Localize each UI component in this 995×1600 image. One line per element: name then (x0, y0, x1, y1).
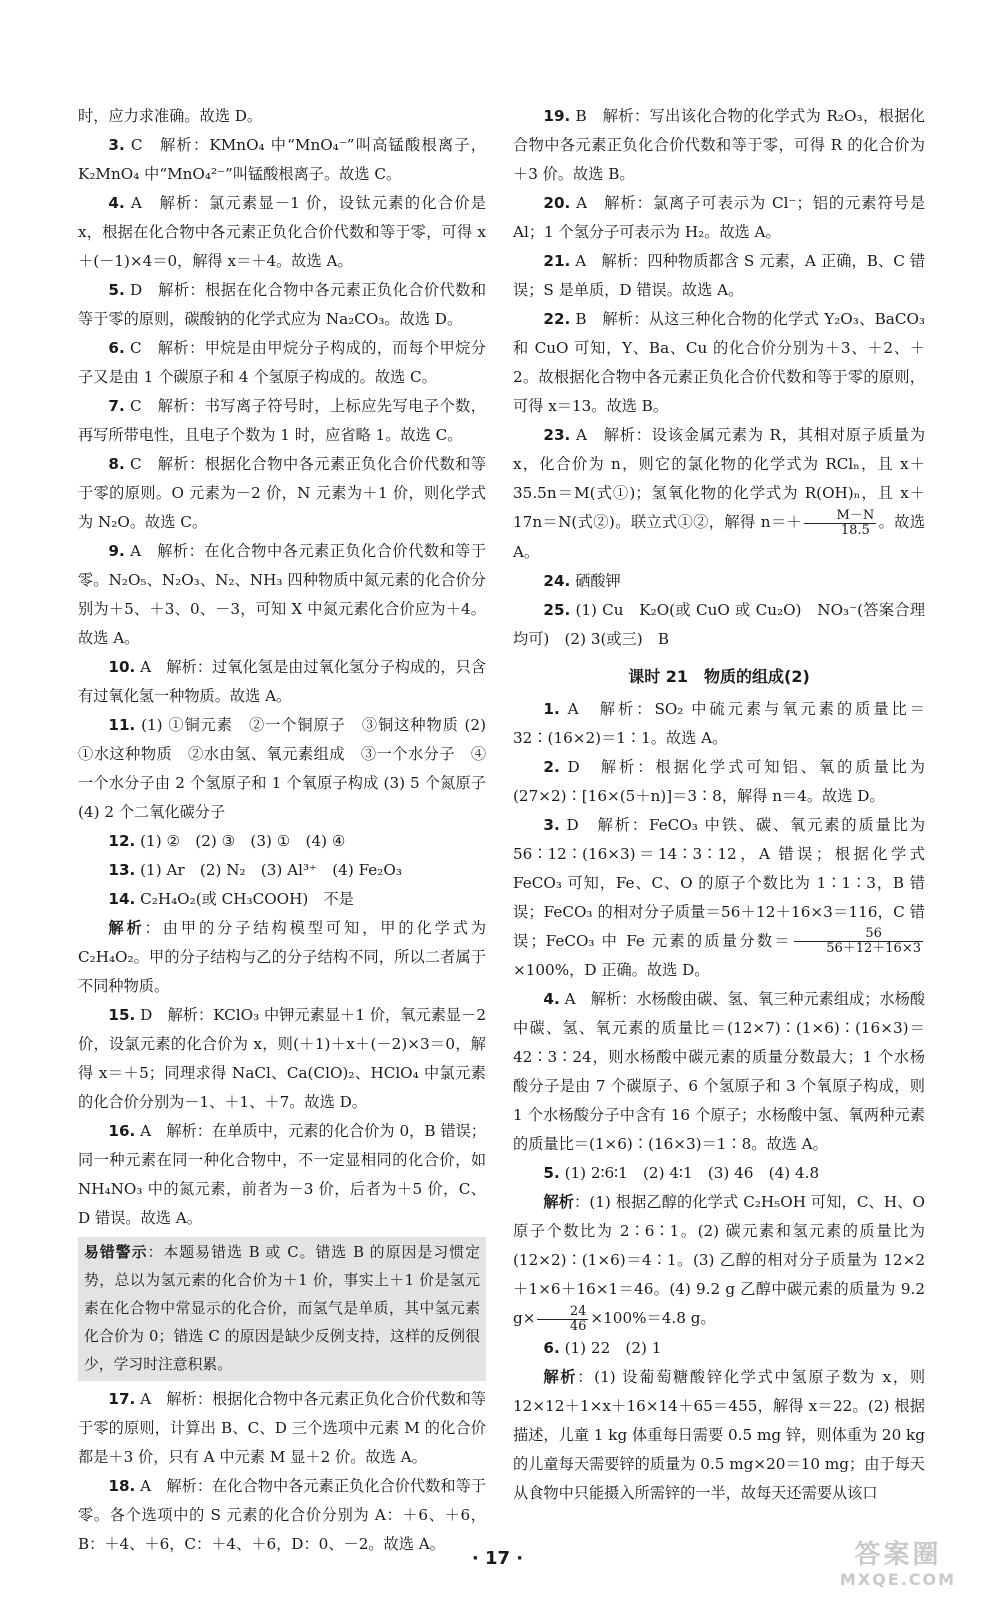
answer-text: A 解析：在化合物中各元素正负化合价代数和等于零。N₂O₅、N₂O₃、N₂、NH₃ 四种物质中氮元素的化合价分别为＋5、＋3、0、－3，可知 X 中氮元素化合价应为＋4。故选 A。 (78, 542, 487, 647)
answer-item (513, 305, 925, 421)
analysis-label: 易错警示 (84, 1244, 148, 1261)
answer-number: 13. (108, 861, 136, 879)
answer-text: A 解析：根据化合物中各元素正负化合价代数和等于零的原则，计算出 B、C、D 三个选项中元素 M 的化合价都是＋3 价，只有 A 中元素 M 显＋2 价。故选 A。 (78, 1390, 487, 1466)
fraction (537, 1305, 588, 1334)
answer-item (513, 1334, 925, 1363)
answer-number: 9. (108, 542, 125, 560)
answer-text: D 解析：根据在化合物中各元素正负化合价代数和等于零的原则，碳酸钠的化学式应为 Na₂CO₃。故选 D。 (78, 281, 487, 328)
answer-item (78, 450, 486, 537)
answer-item (513, 567, 925, 596)
answer-text: D 解析：根据化学式可知铝、氧的质量比为(27×2)∶[16×(5＋n)]＝3∶8，解得 n＝4。故选 D。 (513, 757, 925, 805)
answer-number: 17. (108, 1390, 136, 1408)
answer-number: 3. (108, 136, 125, 154)
analysis-label: 解析 (543, 1367, 578, 1386)
answer-number: 8. (108, 455, 125, 473)
answer-number: 18. (108, 1477, 136, 1495)
answer-text: C 解析：KMnO₄ 中“MnO₄⁻”叫高锰酸根离子，K₂MnO₄ 中“MnO₄²⁻”叫锰酸根离子。故选 C。 (78, 136, 486, 183)
fraction (794, 927, 923, 956)
answer-number: 21. (543, 252, 571, 270)
answer-text: C 解析：书写离子符号时，上标应先写电子个数，再写所带电性，且电子个数为 1 时，应省略 1。故选 C。 (78, 397, 486, 444)
answer-text: 硒酸钾 (575, 571, 621, 590)
answer-item (78, 334, 486, 392)
fraction-numerator: 56 (794, 927, 923, 942)
answer-number: 4. (108, 194, 125, 212)
answer-text: (1) 22 (2) 1 (564, 1338, 662, 1357)
answer-text: C₂H₄O₂(或 CH₃COOH) 不是 (140, 890, 354, 908)
answer-text: ：(1) 根据乙醇的化学式 C₂H₅OH 可知，C、H、O 原子个数比为 2∶6∶1。(2) 碳元素和氢元素的质量比为(12×2)∶(1×6)＝4∶1。(3) 乙醇的相对分子质量为 12×2＋1×6＋16×1＝46。(4) 9.2 g 乙醇中碳元素的质量为 9.2 g× (513, 1193, 925, 1327)
answer-item (78, 1472, 486, 1559)
answer-number: 5. (108, 281, 125, 299)
answer-number: 12. (108, 832, 136, 850)
answer-item (78, 1001, 486, 1117)
answer-item (78, 711, 502, 827)
answer-item (513, 189, 925, 247)
answer-text: B 解析：从这三种化合物的化学式 Y₂O₃、BaCO₃ 和 CuO 可知，Y、Ba、Cu 的化合价分别为＋3、＋2、＋2。故根据化合物中各元素正负化合价代数和等于零的原则，可得 x＝13。故选 B。 (513, 310, 925, 415)
section-answers-a (513, 695, 925, 811)
answer-number: 19. (543, 107, 571, 125)
left-column (78, 102, 502, 1559)
right-column (513, 102, 925, 1508)
answer-text: A 解析：在化合物中各元素正负化合价代数和等于零。各个选项中的 S 元素的化合价分别为 A：＋6、＋6，B：＋4、＋6，C：＋4、＋6，D：0、－2。故选 A。 (78, 1477, 487, 1553)
answer-item (78, 914, 486, 1001)
answer-item (513, 102, 925, 189)
answer-item (513, 247, 925, 305)
answer-text: C 解析：甲烷是由甲烷分子构成的，而每个甲烷分子又是由 1 个碳原子和 4 个氢原子构成的。故选 C。 (78, 339, 486, 386)
answer-number: 16. (108, 1122, 136, 1140)
answer-item (78, 885, 486, 914)
answer-text: (1) ② (2) ③ (3) ① (4) ④ (140, 832, 346, 850)
answer-text: D 解析：KClO₃ 中钾元素显＋1 价，氧元素显－2 价，设氯元素的化合价为 x，则(＋1)＋x＋(－2)×3＝0，解得 x＝＋5；同理求得 NaCl、Ca(ClO)₂、HClO₄ 中氯元素的化合价分别为－1、＋1、＋7。故选 D。 (78, 1006, 486, 1111)
answer-text: ×100%，D 正确。故选 D。 (513, 961, 710, 979)
answer-number: 3. (543, 815, 560, 834)
answer-number: 10. (108, 658, 136, 676)
answer-text: A 解析：氯离子可表示为 Cl⁻；铝的元素符号是 Al；1 个氢分子可表示为 H₂。故选 A。 (513, 194, 926, 241)
fraction-denominator: 56＋12＋16×3 (826, 941, 921, 956)
watermark-url: MXQE.COM (839, 1570, 957, 1589)
answer-item (513, 811, 925, 986)
answer-text: D 解析：FeCO₃ 中铁、碳、氧元素的质量比为 56∶12∶(16×3)＝14∶3∶12，A 错误；根据化学式 FeCO₃ 可知，Fe、C、O 的原子个数比为 1∶1∶3，B 错误；FeCO₃ 的相对分子质量＝56＋12＋16×3＝116，C 错误；FeCO₃ 中 Fe 元素的质量分数＝ (513, 815, 926, 950)
answer-text: A 解析：四种物质都含 S 元素，A 正确，B、C 错误；S 是单质，D 错误。故选 A。 (513, 252, 926, 299)
answer-text: ×100%＝4.8 g。 (590, 1309, 716, 1327)
answer-text: 。故选 A。 (513, 513, 926, 561)
answer-text: A 解析：过氧化氢是由过氧化氢分子构成的，只含有过氧化氢一种物质。故选 A。 (78, 658, 487, 705)
answer-text: A 解析：SO₂ 中硫元素与氧元素的质量比＝32∶(16×2)＝1∶1。故选 A。 (513, 699, 925, 747)
answer-item (78, 1385, 486, 1472)
answer-item (78, 102, 486, 131)
answer-text: B 解析：写出该化合物的化学式为 R₂O₃，根据化合物中各元素正负化合价代数和等于零，可得 R 的化合价为＋3 价。故选 B。 (513, 107, 925, 183)
answer-item (78, 392, 486, 450)
answer-text: ：由甲的分子结构模型可知，甲的化学式为 C₂H₄O₂。甲的分子结构与乙的分子结构不同，所以二者属于不同种物质。 (78, 919, 487, 995)
answer-number: 2. (543, 757, 560, 776)
answer-number: 20. (543, 194, 571, 212)
answer-number: 1. (543, 699, 560, 718)
answer-number: 24. (543, 571, 571, 590)
answer-number: 14. (108, 890, 136, 908)
answer-text: ：(1) 设葡萄糖酸锌化学式中氢原子数为 x，则 12×12＋1×x＋16×14＋65＝455，解得 x＝22。(2) 根据描述，儿童 1 kg 体重每日需要 0.5 mg 锌，则体重为 20 kg 的儿童每天需要锌的质量为 0.5 mg×20＝10 mg；由于每天从食物中只能摄入所需锌的一半，故每天还需要从该口 (513, 1367, 926, 1502)
watermark-text: 答案圈 (854, 1540, 942, 1570)
answer-text: A 解析：氯元素显－1 价，设钛元素的化合价是 x，根据在化合物中各元素正负化合价代数和等于零，可得 x＋(－1)×4＝0，解得 x＝＋4。故选 A。 (78, 194, 486, 270)
answer-text: (1) ①铜元素 ②一个铜原子 ③铜这种物质 (2) ①水这种物质 ②水由氢、氧元素组成 ③一个水分子 ④一个水分子由 2 个氢原子和 1 个氧原子构成 (3) 5 个氮原子 (4) 2 个二氧化碳分子 (78, 716, 502, 821)
watermark-logo (818, 1540, 978, 1596)
answer-item (513, 1363, 925, 1508)
fraction-denominator: 18.5 (840, 522, 870, 538)
page-number: · 17 · (471, 1548, 524, 1569)
section-title: 课时 21 物质的组成(2) (628, 666, 810, 686)
analysis-label: 解析 (108, 919, 145, 937)
answer-number: 6. (108, 339, 125, 357)
answer-number: 22. (543, 310, 571, 328)
answer-item (78, 827, 486, 856)
answer-text: 时，应力求准确。故选 D。 (78, 107, 263, 125)
fraction-numerator: M－N (804, 509, 876, 524)
answer-item (78, 1117, 486, 1233)
answer-text: (1) Ar (2) N₂ (3) Al³⁺ (4) Fe₂O₃ (140, 861, 402, 879)
answer-item (513, 753, 925, 811)
answer-item (513, 596, 925, 654)
section-answers-b (513, 985, 925, 1188)
answer-number: 25. (543, 600, 571, 619)
fraction-denominator: 46 (569, 1318, 587, 1334)
analysis-paragraph (513, 1188, 925, 1334)
answer-text: (1) Cu K₂O(或 CuO 或 Cu₂O) NO₃⁻(答案合理均可) (2) 3(或三) B (513, 600, 926, 648)
answer-text: C 解析：根据化合物中各元素正负化合价代数和等于零的原则。O 元素为－2 价，N 元素为＋1 价，则化学式为 N₂O。故选 C。 (78, 455, 486, 531)
answer-number: 4. (543, 990, 560, 1008)
answer-item (513, 421, 925, 567)
answer-item (513, 695, 925, 753)
answer-item (78, 537, 486, 653)
section-answers-end (513, 1334, 925, 1508)
answer-item (78, 276, 486, 334)
answer-item (78, 131, 486, 189)
fraction-numerator: 24 (537, 1305, 588, 1320)
answer-number: 7. (108, 397, 125, 415)
answer-text: A 解析：设该金属元素为 R，其相对原子质量为 x，化合价为 n，则它的氯化物的化学式为 RClₙ，且 x＋35.5n＝M(式①)；氢氧化物的化学式为 R(OH)ₙ，且 x＋17n＝N(式②)。联立式①②，解得 n＝＋ (513, 426, 926, 531)
answer-number: 5. (543, 1164, 560, 1182)
warning-box (78, 1237, 486, 1381)
answer-item (78, 653, 486, 711)
analysis-label: 解析 (543, 1193, 575, 1211)
answer-number: 15. (108, 1006, 136, 1024)
answer-text: A 解析：水杨酸由碳、氢、氧三种元素组成；水杨酸中碳、氢、氧元素的质量比＝(12×7)∶(1×6)∶(16×3)＝42∶3∶24，则水杨酸中碳元素的质量分数最大；1 个水杨酸分子是由 7 个碳原子、6 个氢原子和 3 个氧原子构成，则 1 个水杨酸分子中含有 16 个原子；水杨酸中氢、氧两种元素的质量比＝(1×6)∶(16×3)＝1∶8。故选 A。 (513, 990, 926, 1153)
answer-text: ：本题易错选 B 或 C。错选 B 的原因是习惯定势，总以为氢元素的化合价为＋1 价，事实上＋1 价是氢元素在化合物中常显示的化合价，而氢气是单质，其中氢元素化合价为 0；错选 C 的原因是缺少反例支持，这样的反例很少，学习时注意积累。 (84, 1244, 480, 1373)
answer-number: 11. (108, 716, 136, 734)
answer-number: 6. (543, 1338, 560, 1357)
right-mid-answers (513, 567, 925, 654)
answer-text: A 解析：在单质中，元素的化合价为 0，B 错误；同一种元素在同一种化合物中，不一定显相同的化合价，如 NH₄NO₃ 中的氮元素，前者为－3 价，后者为＋5 价，C、D 错误。故选 A。 (78, 1122, 486, 1227)
answer-item (78, 856, 486, 885)
answer-item (513, 985, 925, 1159)
fraction (804, 509, 876, 538)
answer-text: (1) 2∶6∶1 (2) 4∶1 (3) 46 (4) 4.8 (564, 1164, 820, 1182)
answer-number: 23. (543, 426, 571, 444)
answer-item (513, 1159, 925, 1188)
right-top-answers (513, 102, 925, 421)
answer-item (78, 189, 486, 276)
